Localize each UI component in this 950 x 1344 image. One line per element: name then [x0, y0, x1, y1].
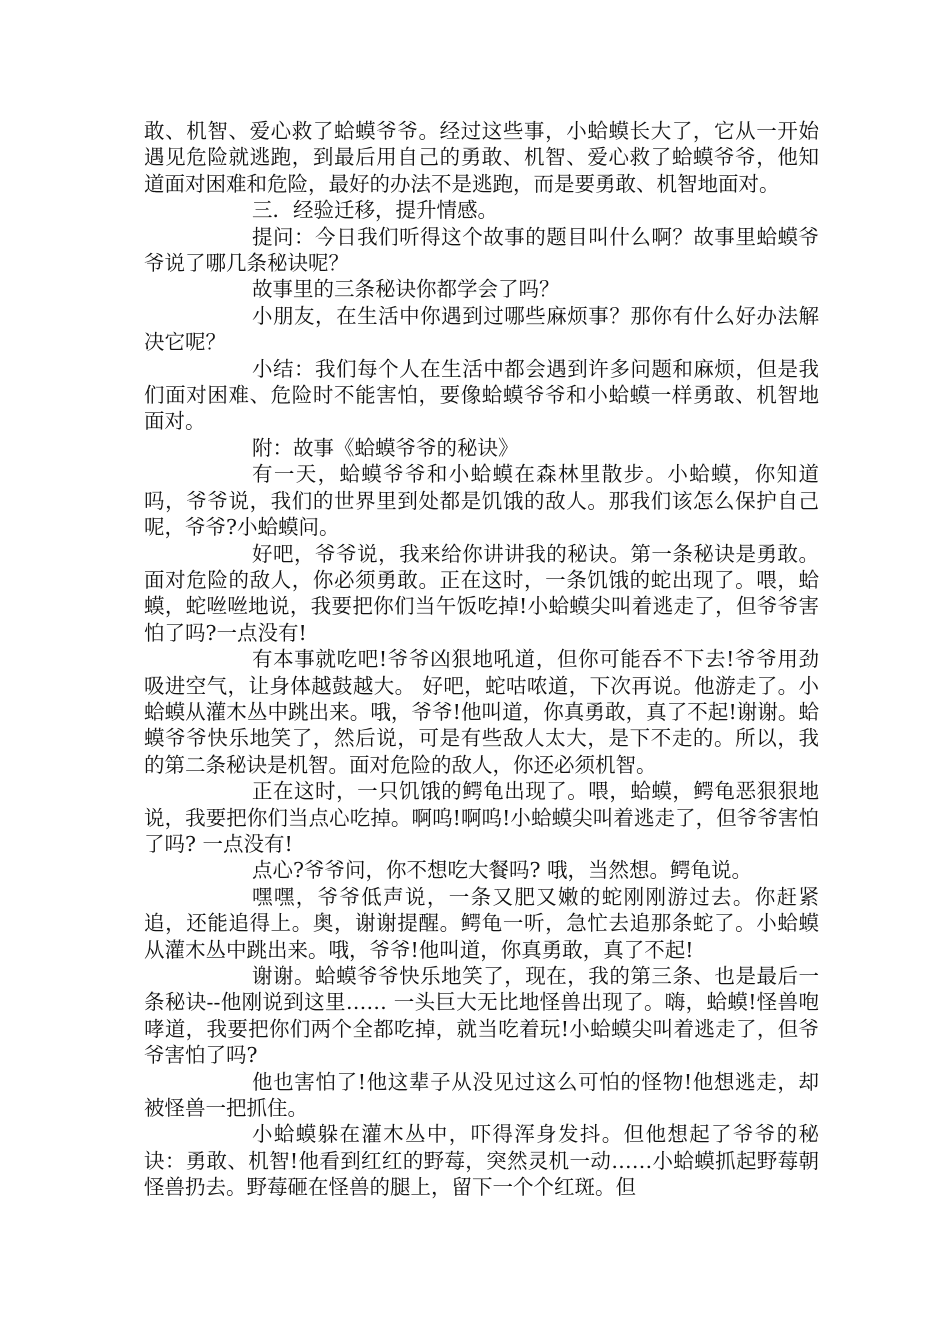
story-paragraph-4: 正在这时，一只饥饿的鳄龟出现了。喂，蛤蟆，鳄龟恶狠狠地说，我要把你们当点心吃掉。啊呜!啊呜!小蛤蟆尖叫着逃走了，但爷爷害怕了吗? 一点没有! [144, 779, 819, 856]
document-body [144, 118, 819, 1201]
story-paragraph-1: 有一天，蛤蟆爷爷和小蛤蟆在森林里散步。小蛤蟆，你知道吗，爷爷说，我们的世界里到处都是饥饿的敌人。那我们该怎么保护自己呢，爷爷?小蛤蟆问。 [144, 462, 819, 540]
section-heading: 三．经验迁移，提升情感。 [252, 198, 498, 223]
story-paragraph-9: 小蛤蟆躲在灌木丛中，吓得浑身发抖。但他想起了爷爷的秘诀：勇敢、机智!他看到红红的野莓，突然灵机一动……小蛤蟆抓起野莓朝怪兽扔去。野莓砸在怪兽的腿上，留下一个个红斑。但 [144, 1122, 819, 1200]
story-paragraph-6: 嘿嘿，爷爷低声说，一条又肥又嫩的蛇刚刚游过去。你赶紧追，还能追得上。奥，谢谢提醒。鳄龟一听，急忙去追那条蛇了。小蛤蟆从灌木丛中跳出来。哦，爷爷!他叫道，你真勇敢，真了不起! [144, 884, 819, 962]
paragraph-question: 提问：今日我们听得这个故事的题目叫什么啊？故事里蛤蟆爷爷说了哪几条秘诀呢？ [144, 224, 819, 276]
paragraph-troubles: 小朋友，在生活中你遇到过哪些麻烦事？那你有什么好办法解决它呢？ [144, 303, 819, 355]
paragraph-1: 敢、机智、爱心救了蛤蟆爷爷。经过这些事，小蛤蟆长大了，它从一开始遇见危险就逃跑，到最后用自己的勇敢、机智、爱心救了蛤蟆爷爷，他知道面对困难和危险，最好的办法不是逃跑，而是要勇敢、机智地面对。 [144, 119, 819, 196]
story-paragraph-3: 有本事就吃吧!爷爷凶狠地吼道，但你可能吞不下去!爷爷用劲吸进空气，让身体越鼓越大。 好吧，蛇咕哝道，下次再说。他游走了。小蛤蟆从灌木丛中跳出来。哦，爷爷!他叫道，你真勇敢，真了不起!谢谢。蛤蟆爷爷快乐地笑了，然后说，可是有些敌人太大，是下不走的。所以，我的第二条秘诀是机智。面对危险的敌人，你还必须机智。 [144, 647, 819, 777]
story-paragraph-7: 谢谢。蛤蟆爷爷快乐地笑了，现在，我的第三条、也是最后一条秘诀--他刚说到这里…… 一头巨大无比地怪兽出现了。嗨，蛤蟆!怪兽咆哮道，我要把你们两个全都吃掉，就当吃着玩!小蛤蟆尖叫着逃走了，但爷爷害怕了吗? [144, 964, 819, 1068]
paragraph-summary: 小结：我们每个人在生活中都会遇到许多问题和麻烦，但是我们面对困难、危险时不能害怕，要像蛤蟆爷爷和小蛤蟆一样勇敢、机智地面对。 [144, 356, 819, 434]
paragraph-secrets: 故事里的三条秘诀你都学会了吗？ [252, 277, 560, 302]
story-paragraph-2: 好吧，爷爷说，我来给你讲讲我的秘诀。第一条秘诀是勇敢。面对危险的敌人，你必须勇敢。正在这时，一条饥饿的蛇出现了。喂，蛤蟆，蛇咝咝地说，我要把你们当午饭吃掉!小蛤蟆尖叫着逃走了，但爷爷害怕了吗?一点没有! [144, 541, 819, 645]
story-paragraph-5: 点心?爷爷问，你不想吃大餐吗? 哦，当然想。鳄龟说。 [252, 858, 752, 883]
story-title: 附：故事《蛤蟆爷爷的秘诀》 [252, 435, 519, 460]
story-paragraph-8: 他也害怕了!他这辈子从没见过这么可怕的怪物!他想逃走，却被怪兽一把抓住。 [144, 1069, 819, 1121]
